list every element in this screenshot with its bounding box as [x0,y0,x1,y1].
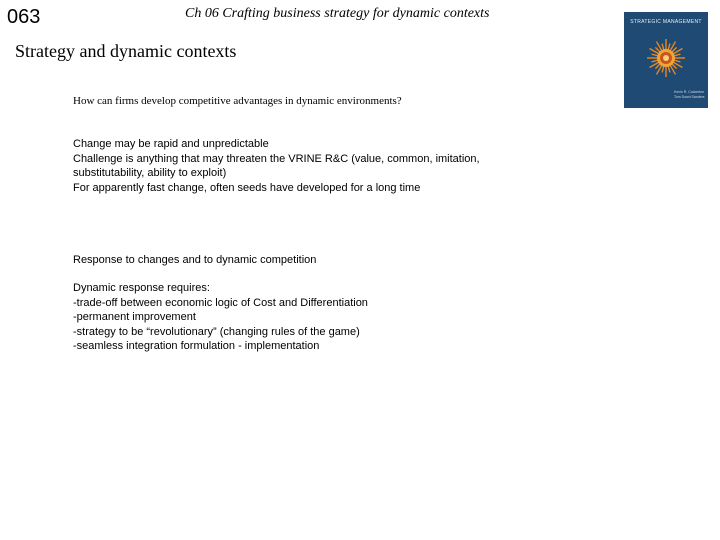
slide-number: 063 [7,6,41,28]
list-item: -permanent improvement [73,311,196,323]
sunburst-ray [674,60,681,62]
list-item: -seamless integration formulation - implementation [73,340,320,352]
sunburst-ray [674,54,681,56]
sunburst-ray [652,60,659,62]
slide-title: Strategy and dynamic contexts [15,41,237,61]
sunburst-ray [662,44,664,51]
book-cover-author: Tom Dowd Sanders [674,95,705,99]
sunburst-ray [652,54,659,56]
book-cover-author: Kevin R. Cockerton [674,90,705,94]
sunburst-icon [646,38,686,78]
response-block [73,253,316,268]
list-item: -trade-off between economic logic of Cost and Differentiation [73,296,368,309]
book-cover-authors [674,90,708,100]
sunburst-ray [668,44,670,51]
dynamic-response-heading: Dynamic response requires: [73,282,210,294]
list-item: -strategy to be “revolutionary” (changing rules of the game) [73,325,360,338]
sunburst-ray [662,66,664,73]
text-line: For apparently fast change, often seeds have developed for a long time [73,181,421,194]
book-cover-image [624,12,708,108]
response-heading: Response to changes and to dynamic competition [73,254,317,266]
dynamic-response-block [73,281,368,354]
text-line: Change may be rapid and unpredictable [73,138,269,150]
sunburst-ray [668,66,670,73]
book-cover-title: STRATEGIC MANAGEMENT [630,19,702,25]
text-line: substitutability, ability to exploit) [73,167,227,179]
changes-block [73,137,480,195]
chapter-title: Ch 06 Crafting business strategy for dynamic contexts [185,6,490,21]
key-question: How can firms develop competitive advantages in dynamic environments? [73,95,402,107]
text-line: Challenge is anything that may threaten the VRINE R&C (value, common, imitation, [73,152,480,165]
